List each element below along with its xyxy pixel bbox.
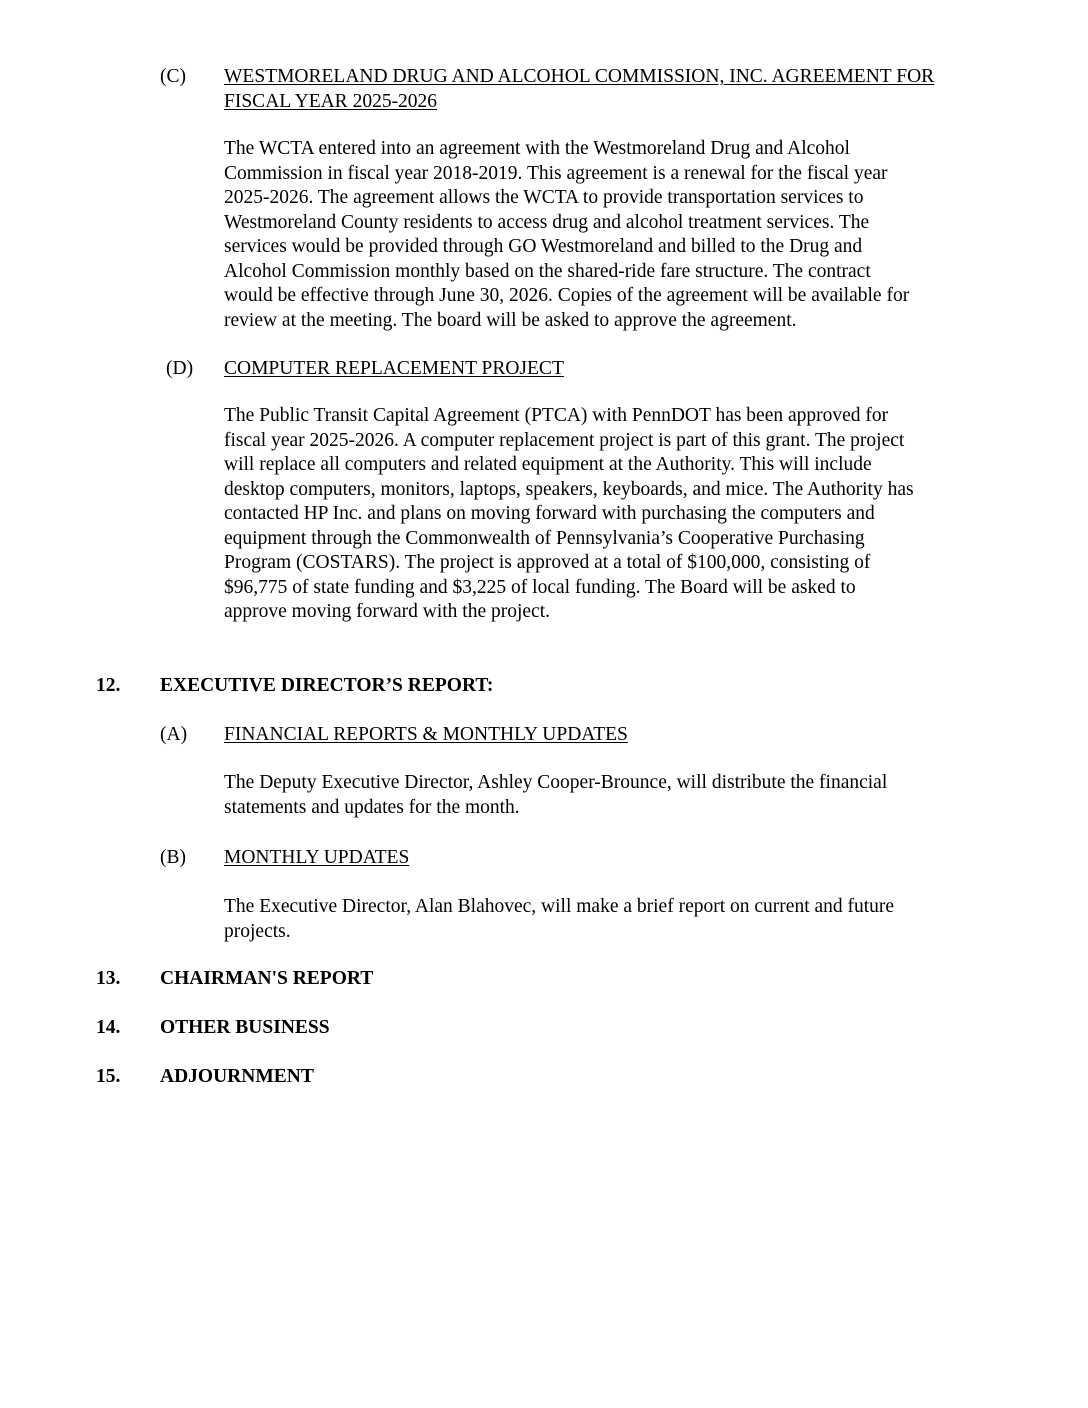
item-12b-body [224, 895, 1024, 944]
item-12b-heading: MONTHLY UPDATES [224, 847, 410, 868]
section-14-title: OTHER BUSINESS [160, 1017, 330, 1038]
body-line: services would be provided through GO Westmoreland and billed to the Drug and [224, 236, 863, 257]
item-c-heading-line: FISCAL YEAR 2025-2026 [224, 90, 438, 112]
body-line: fiscal year 2025-2026. A computer replacement project is part of this grant. The project [224, 429, 905, 451]
body-line: equipment through the Commonwealth of Pennsylvania’s Cooperative Purchasing [224, 527, 865, 549]
body-line: The WCTA entered into an agreement with the Westmoreland Drug and Alcohol [224, 138, 850, 159]
item-12a-heading: FINANCIAL REPORTS & MONTHLY UPDATES [224, 724, 628, 745]
item-c-label: (C) [160, 66, 186, 87]
body-line: The Public Transit Capital Agreement (PTCA) with PennDOT has been approved for [224, 405, 889, 426]
section-12-number: 12. [96, 675, 121, 696]
item-c-body [224, 137, 1024, 333]
body-line: Westmoreland County residents to access drug and alcohol treatment services. The [224, 211, 870, 233]
item-12b-label: (B) [160, 847, 186, 868]
item-d-body [224, 404, 1024, 625]
item-c-heading [224, 65, 1024, 114]
body-line: review at the meeting. The board will be asked to approve the agreement. [224, 309, 797, 331]
body-line: approve moving forward with the project. [224, 601, 550, 622]
item-c-heading-line: WESTMORELAND DRUG AND ALCOHOL COMMISSION, INC. AGREEMENT FOR [224, 66, 935, 87]
item-12a-label: (A) [160, 724, 188, 745]
body-line: Commission in fiscal year 2018-2019. This agreement is a renewal for the fiscal year [224, 162, 888, 184]
item-d-label: (D) [166, 358, 194, 379]
section-13-number: 13. [96, 968, 121, 989]
body-line: statements and updates for the month. [224, 796, 520, 818]
section-12-title: EXECUTIVE DIRECTOR’S REPORT: [160, 675, 494, 696]
body-line: will replace all computers and related equipment at the Authority. This will include [224, 454, 872, 475]
body-line: $96,775 of state funding and $3,225 of local funding. The Board will be asked to [224, 576, 856, 598]
item-d-heading: COMPUTER REPLACEMENT PROJECT [224, 358, 564, 379]
item-12a-body [224, 771, 1024, 820]
body-line: projects. [224, 920, 291, 942]
section-14-number: 14. [96, 1017, 121, 1038]
section-13-title: CHAIRMAN'S REPORT [160, 968, 374, 989]
body-line: Program (COSTARS). The project is approved at a total of $100,000, consisting of [224, 552, 871, 573]
section-15-number: 15. [96, 1066, 121, 1087]
section-15-title: ADJOURNMENT [160, 1066, 314, 1087]
body-line: desktop computers, monitors, laptops, speakers, keyboards, and mice. The Authority has [224, 478, 914, 500]
body-line: The Deputy Executive Director, Ashley Cooper-Brounce, will distribute the financial [224, 772, 888, 793]
body-line: The Executive Director, Alan Blahovec, will make a brief report on current and future [224, 896, 895, 917]
body-line: 2025-2026. The agreement allows the WCTA to provide transportation services to [224, 187, 864, 208]
body-line: contacted HP Inc. and plans on moving forward with purchasing the computers and [224, 503, 875, 524]
body-line: would be effective through June 30, 2026. Copies of the agreement will be available for [224, 285, 910, 306]
body-line: Alcohol Commission monthly based on the shared-ride fare structure. The contract [224, 260, 871, 282]
